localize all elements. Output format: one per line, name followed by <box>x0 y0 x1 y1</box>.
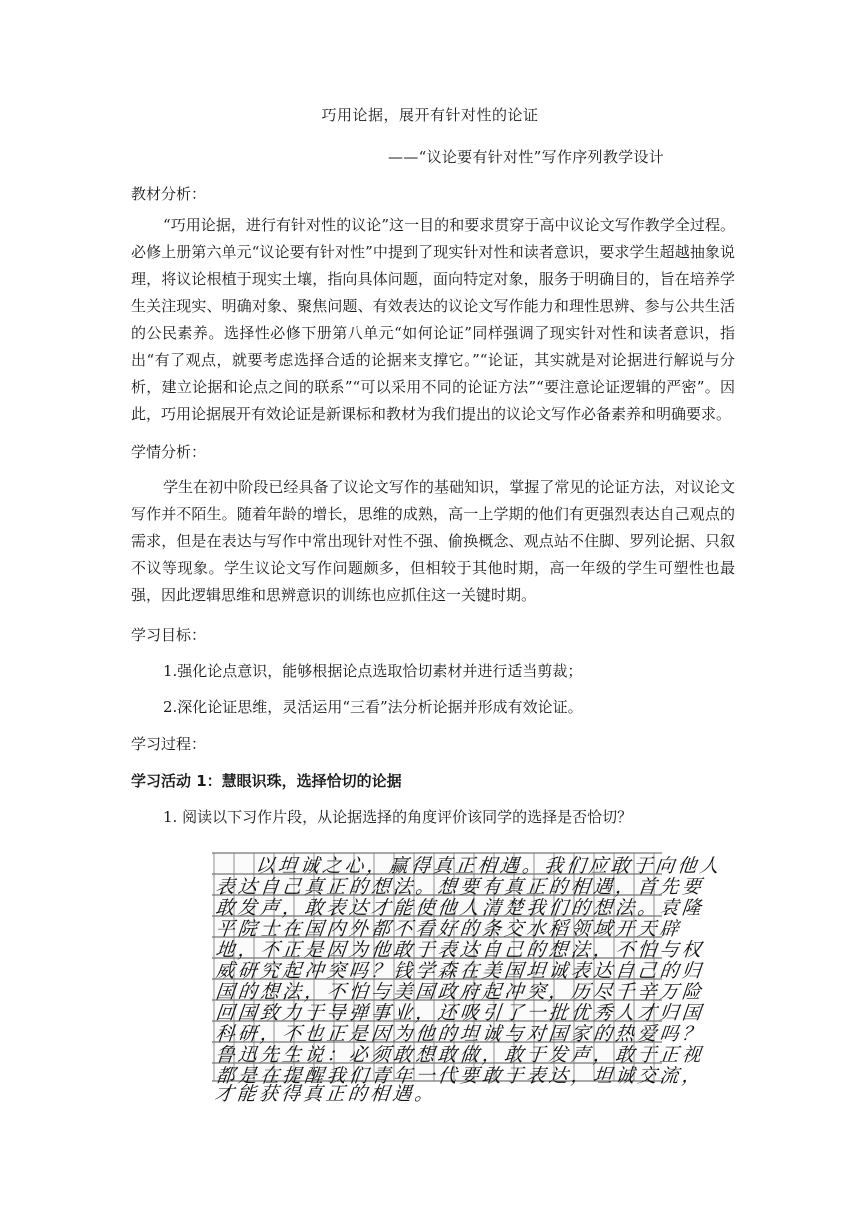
handwritten-essay-image <box>212 853 724 1105</box>
process-heading: 学习过程： <box>131 735 207 753</box>
essay-line-10: 鲁迅先生说：必须敢想敢做，敢于发声，敢于正视 <box>214 1044 706 1066</box>
goal-item-2: 2.深化论证思维，灵活运用“三看”法分析论据并形成有效论证。 <box>163 698 583 716</box>
essay-line-1: 以坦诚之心，赢得真正相遇。我们应敢于向他人 <box>254 855 724 877</box>
document-title: 巧用论据，展开有针对性的论证 <box>321 106 539 124</box>
goal-item-1: 1.强化论点意识，能够根据论点选取恰切素材并进行适当剪裁； <box>163 662 583 680</box>
goals-heading: 学习目标： <box>131 626 207 644</box>
essay-line-9: 科研，不也正是因为他的坦诚与对国家的热爱吗？ <box>214 1023 706 1045</box>
document-subtitle: ——“议论要有针对性”写作序列教学设计 <box>388 148 665 166</box>
essay-line-7: 国的想法，不怕与美国政府起冲突，历尽千辛万险 <box>214 981 706 1003</box>
essay-line-3: 敢发声，敢表达才能使他人清楚我们的想法。袁隆 <box>214 897 706 919</box>
activity-1-title: 学习活动 1：慧眼识珠，选择恰切的论据 <box>131 772 402 790</box>
materials-heading: 教材分析： <box>131 185 207 203</box>
question-1: 1. 阅读以下习作片段，从论据选择的角度评价该同学的选择是否恰切？ <box>163 808 633 826</box>
essay-line-4: 平院士在国内外都不看好的条交水稻领域开天辟 <box>214 918 684 940</box>
essay-line-11: 都是在提醒我们青年一代要敢于表达，坦诚交流， <box>214 1065 706 1087</box>
essay-line-12: 才能获得真正的相遇。 <box>213 1083 438 1105</box>
learners-heading: 学情分析： <box>131 443 207 461</box>
essay-line-2: 表达自己真正的想法。想要有真正的相遇，首先要 <box>214 876 706 898</box>
essay-line-6: 威研究起冲突吗？钱学森在美国坦诚表达自己的归 <box>214 960 706 982</box>
essay-line-5: 地，不正是因为他敢于表达自己的想法，不怕与权 <box>214 939 706 961</box>
materials-paragraph: “巧用论据，进行有针对性的议论”这一目的和要求贯穿于高中议论文写作教学全过程。必修上册第六单元“议论要有针对性”中提到了现实针对性和读者意识，要求学生超越抽象说理，将议论根植于现实土壤，指向具体问题，面向特定对象，服务于明确目的，旨在培养学生关注现实、明确对象、聚焦问题、有效表达的议论文写作能力和理性思辨、参与公共生活的公民素养。选择性必修下册第八单元“如何论证”同样强调了现实针对性和读者意识，指出“有了观点，就要考虑选择合适的论据来支撑它。”“论证，其实就是对论据进行解说与分析，建立论据和论点之间的联系”“可以采用不同的论证方法”“要注意论证逻辑的严密”。因此，巧用论据展开有效论证是新课标和教材为我们提出的议论文写作必备素养和明确要求。 <box>131 216 735 423</box>
learners-paragraph: 学生在初中阶段已经具备了议论文写作的基础知识，掌握了常见的论证方法，对议论文写作并不陌生。随着年龄的增长，思维的成熟，高一上学期的他们有更强烈表达自己观点的需求，但是在表达与写作中常出现针对性不强、偷换概念、观点站不住脚、罗列论据、只叙不议等现象。学生议论文写作问题颇多，但相较于其他时期，高一年级的学生可塑性也最强，因此逻辑思维和思辨意识的训练也应抓住这一关键时期。 <box>131 478 735 604</box>
essay-line-8: 回国致力于导弹事业，还吸引了一批优秀人才归国 <box>214 1002 706 1024</box>
